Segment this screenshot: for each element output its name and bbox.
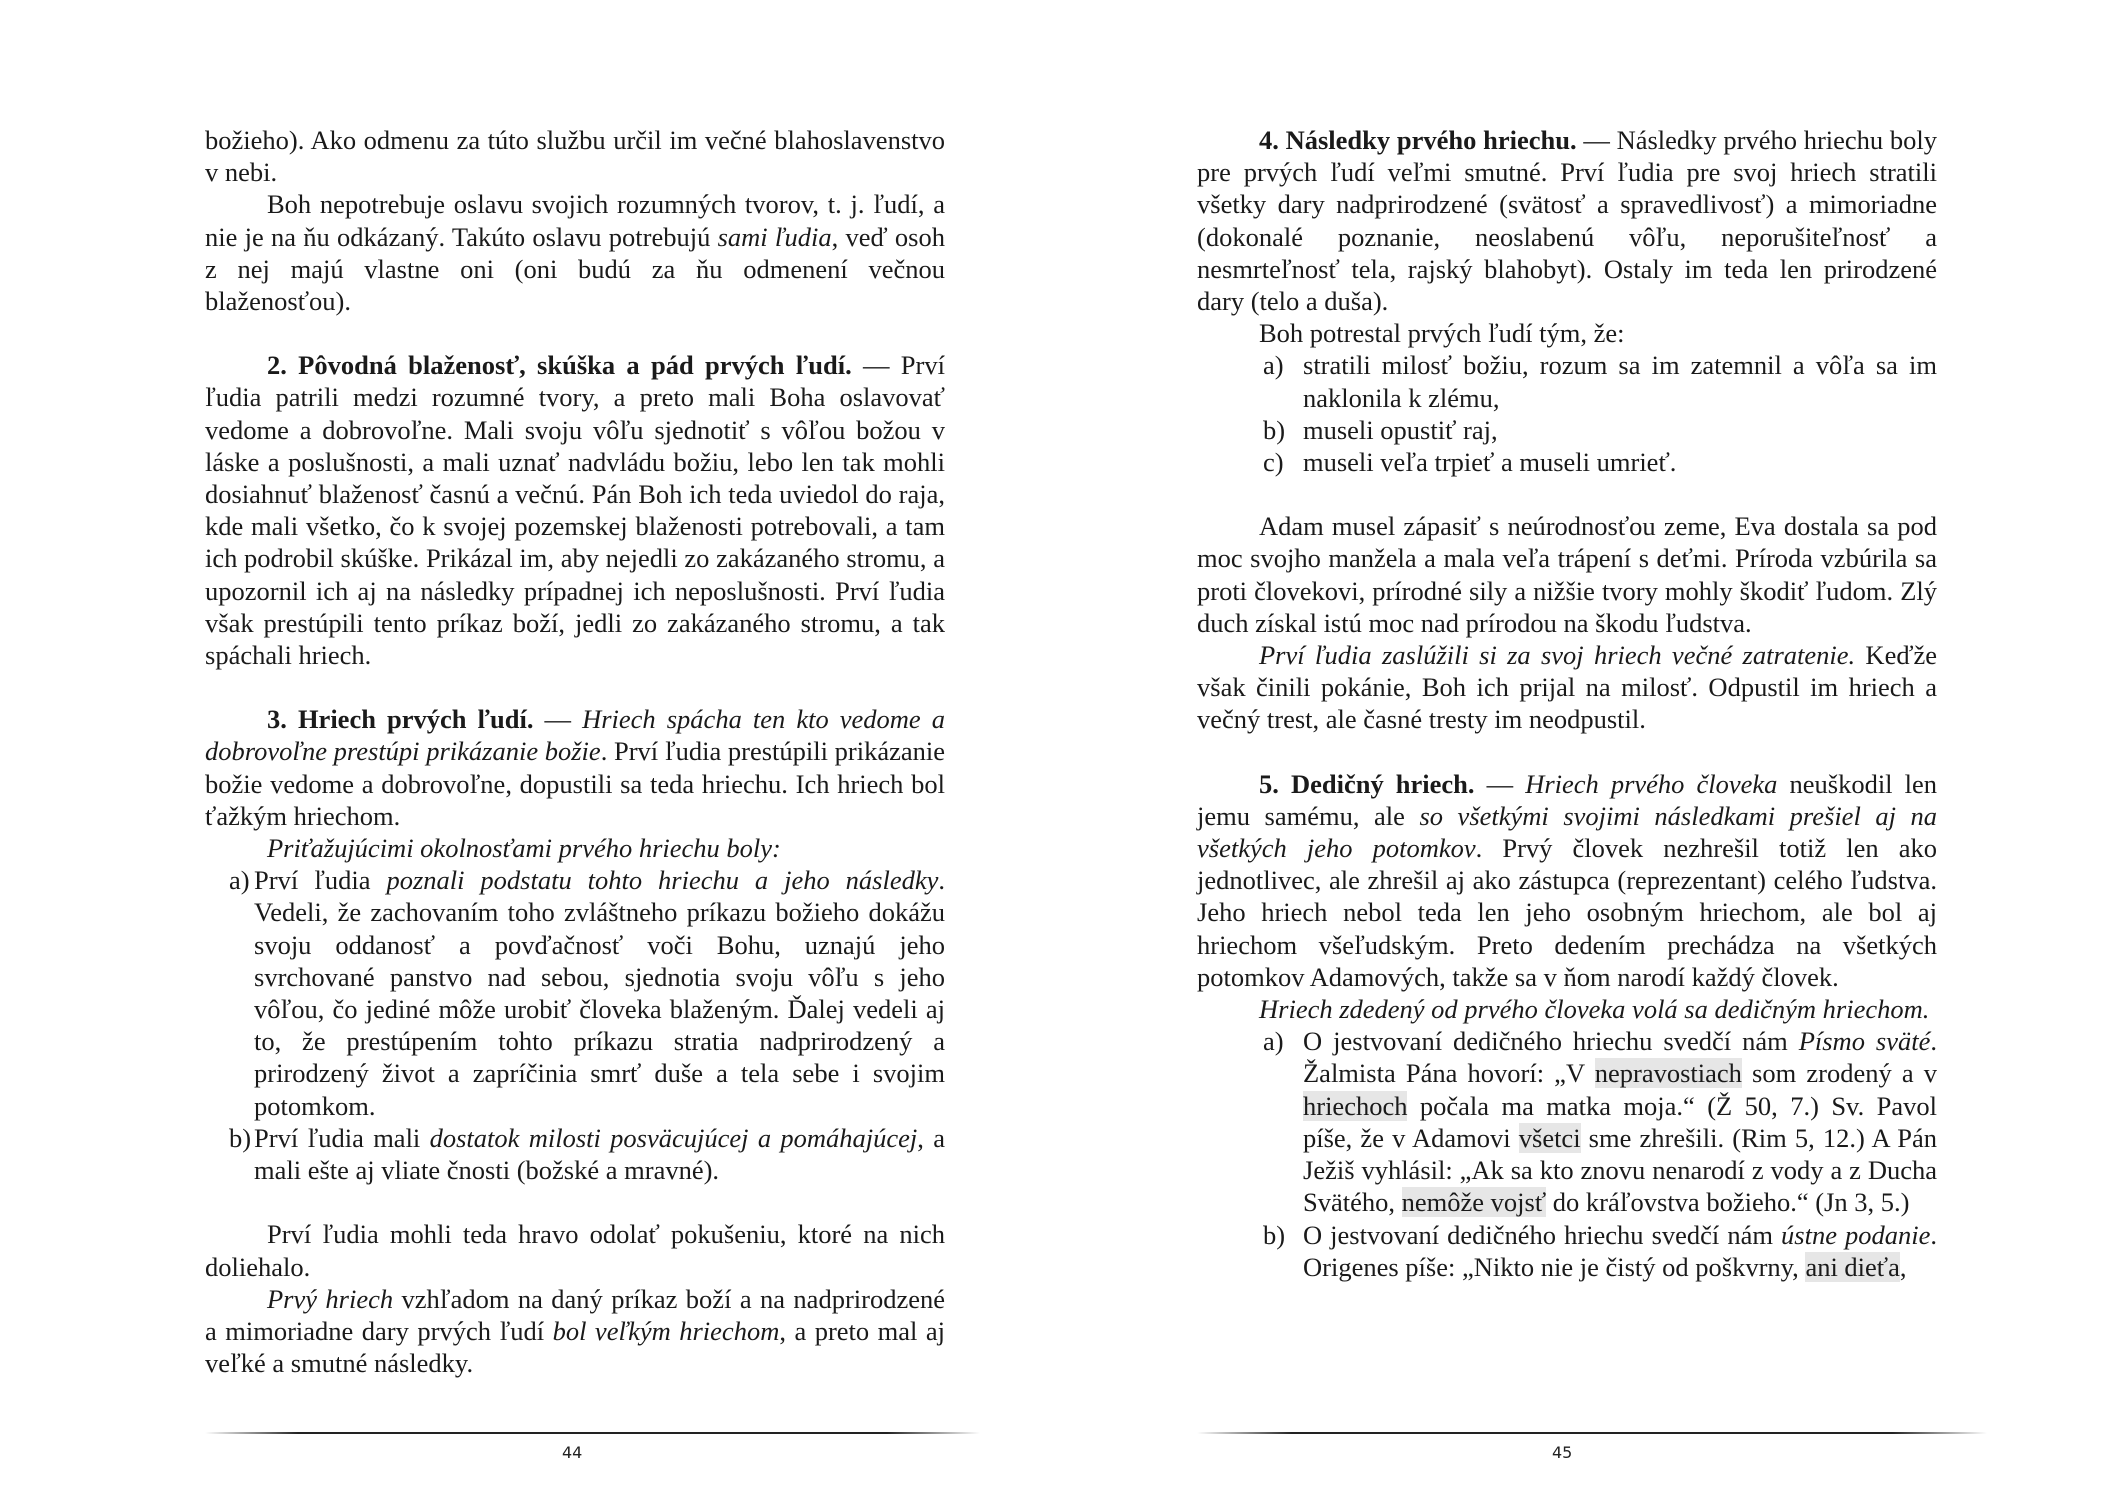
footer-rule (205, 1432, 980, 1434)
list-item: b) O jestvovaní dedičného hriechu svedčí nám ústne podanie. Origenes píše: „Nikto nie je čistý od poškvrny, ani dieťa, (1263, 1219, 1937, 1282)
footer-rule (1197, 1432, 1987, 1434)
paragraph: Boh nepotrebuje oslavu svojich rozumných tvorov, t. j. ľudí, a nie je na ňu odkázaný. Takúto oslavu potrebujú sami ľudia, veď osoh z nej majú vlastne oni (oni budú za ňu odmenení večnou blaženosťou). (205, 189, 945, 317)
right-page (1061, 0, 2122, 1500)
paragraph: Prvý hriech vzhľadom na daný príkaz boží a na nadprirodzené a mimoriadne dary prvých ľudí bol veľkým hriechom, a preto mal aj veľké a smutné následky. (205, 1283, 946, 1379)
section-heading: 5. Dedičný hriech. (1259, 768, 1475, 799)
subheading: Priťažujúcimi okolnosťami prvého hriechu boly: (267, 833, 781, 864)
list-item: a) O jestvovaní dedičného hriechu svedčí nám Písmo sväté. Žalmista Pána hovorí: „V nepravostiach som zrodený a v hriechoch počala ma matka moja.“ (Ž 50, 7.) Sv. Pavol píše, že v Adamovi všetci sme zhrešili. (Rim 5, 12.) A Pán Ježiš vyhlásil: „Ak sa kto znovu nenarodí z vody a z Ducha Svätého, nemôže vojsť do kráľovstva božieho.“ (Jn 3, 5.) (1263, 1026, 1938, 1218)
definition: Hriech zdedený od prvého človeka volá sa dedičným hriechom. (1259, 994, 1930, 1025)
paragraph: Prví ľudia mohli teda hravo odolať pokušeniu, ktoré na nich doliehalo. (205, 1219, 945, 1282)
section-heading: 3. Hriech prvých ľudí. (267, 704, 534, 735)
list-item: b) museli opustiť raj, (1263, 414, 1498, 445)
section-5: 5. Dedičný hriech. — Hriech prvého človeka neuškodil len jemu samému, ale so všetkými svojimi následkami prešiel aj na všetkých jeho potomkov. Prvý človek nezhrešil totiž len ako jednotlivec, ale zhrešil aj ako zástupca (reprezentant) celého ľudstva. Jeho hriech nebol teda len jeho osobným hriechom, ale bol aj hriechom všeľudským. Preto dedením prechádza na všetkých potomkov Adamových, takže sa v ňom narodí každý človek. (1197, 768, 1938, 992)
page-number: 44 (562, 1443, 583, 1462)
paragraph: Prví ľudia zaslúžili si za svoj hriech večné zatratenie. Keďže však činili pokánie, Boh ich prijal na milosť. Odpustil im hriech a večný trest, ale časné tresty im neodpustil. (1197, 640, 1937, 735)
list-item: a) stratili milosť božiu, rozum sa im zatemnil a vôľa sa im naklonila k zlému, (1263, 350, 1937, 413)
list-item: a) Prví ľudia poznali podstatu tohto hriechu a jeho následky. Vedeli, že zachovaním toho zvláštneho príkazu božieho dokážu svoju oddanosť a povďačnosť voči Bohu, uznajú jeho svrchované panstvo nad sebou, sjednotia svoju vôľu s jeho vôľou, čo jediné môže urobiť človeka blaženým. Ďalej vedeli aj to, že prestúpením tohto príkazu stratia nadprirodzený a prirodzený život a zapríčinia smrť duše a tela sebe i svojim potomkom. (229, 865, 945, 1121)
right-text-column (1197, 124, 1937, 1283)
left-text-column (205, 124, 945, 1379)
section-2: 2. Pôvodná blaženosť, skúška a pád prvých ľudí. — Prví ľudia patrili medzi rozumné tvory, a preto mali Boha oslavovať vedome a dobrovoľne. Mali svoju vôľu sjednotiť s vôľou božou v láske a poslušnosti, a mali uznať nadvládu božiu, lebo len tak mohli dosiahnuť blaženosť časnú a večnú. Pán Boh ich teda uviedol do raja, kde mali všetko, čo k svojej pozemskej blaženosti potrebovali, a tam ich podrobil skúške. Prikázal im, aby nejedli zo zakázaného stromu, a upozornil ich aj na následky prípadnej ich neposlušnosti. Prví ľudia však prestúpili tento príkaz boží, jedli zo zakázaného stromu, a tak spáchali hriech. (205, 350, 945, 671)
page-number: 45 (1552, 1443, 1573, 1462)
list-item: c) museli veľa trpieť a museli umrieť. (1263, 447, 1677, 478)
section-heading: 4. Následky prvého hriechu. (1259, 125, 1577, 155)
list-item: b) Prví ľudia mali dostatok milosti posväcujúcej a pomáhajúcej, a mali ešte aj vliate čnosti (božské a mravné). (229, 1122, 945, 1186)
section-heading: 2. Pôvodná blaženosť, skúška a pád prvých ľudí. (267, 350, 852, 381)
section-3: 3. Hriech prvých ľudí. — Hriech spácha ten kto vedome a dobrovoľne prestúpi prikázanie božie. Prví ľudia prestúpili prikázanie božie vedome a dobrovoľne, dopustili sa teda hriechu. Ich hriech bol ťažkým hriechom. (205, 704, 945, 831)
paragraph: božieho). Ako odmenu za túto službu určil im večné blahoslavenstvo v nebi. (205, 125, 945, 188)
paragraph: Adam musel zápasiť s neúrodnosťou zeme, Eva dostala sa pod moc svojho manžela a mala veľa trápení s deťmi. Príroda vzbúrila sa proti človekovi, prírodné sily a nižšie tvory mohly škodiť ľudom. Zlý duch získal istú moc nad prírodou na škodu ľudstva. (1197, 511, 1937, 638)
section-4: 4. Následky prvého hriechu. — Následky prvého hriechu boly pre prvých ľudí veľmi smutné. Prví ľudia pre svoj hriech stratili všetky dary nadprirodzené (svätosť a spravedlivosť) a mimoriadne (dokonalé poznanie, neoslabenú vôľu, neporušiteľnosť a nesmrteľnosť tela, rajský blahobyt). Ostaly im teda len prirodzené dary (telo a duša). (1197, 125, 1937, 317)
paragraph: Boh potrestal prvých ľudí tým, že: (1259, 318, 1625, 349)
